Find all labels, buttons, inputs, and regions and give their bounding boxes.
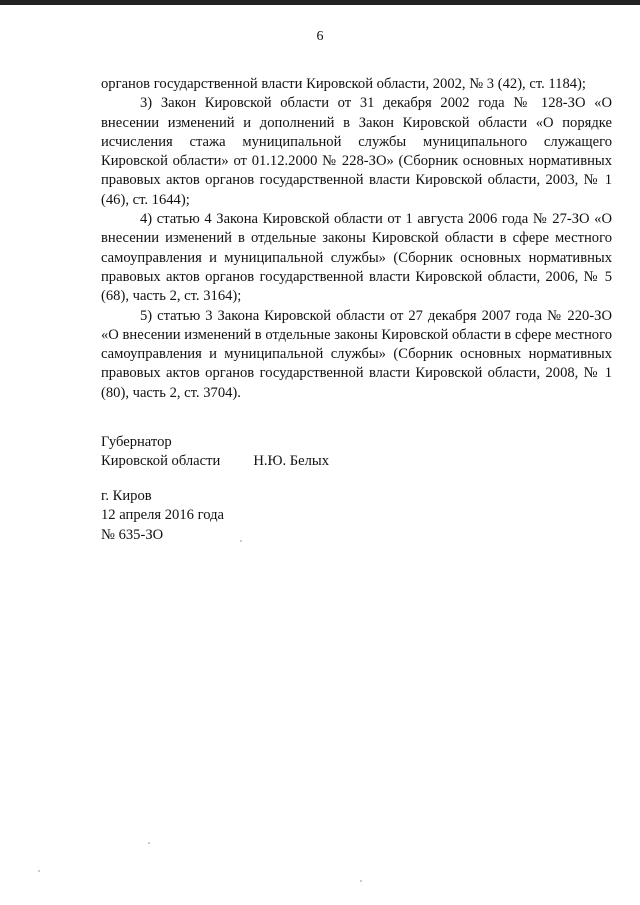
- scan-speck: [240, 540, 242, 542]
- governor-region: Кировской области: [101, 453, 221, 470]
- governor-title: Губернатор: [101, 434, 172, 450]
- scan-speck: [360, 880, 362, 882]
- scan-speck: [38, 870, 40, 872]
- place-date-block: [101, 487, 224, 545]
- scan-top-edge: [0, 0, 640, 5]
- list-item-4: 4) статью 4 Закона Кировской области от 1 августа 2006 года № 27-ЗО «О внесении изменений в отдельные законы Кировской области в сфере местного самоуправления и муниципальной службы» (Сборник основных нормативных правовых актов органов государственной власти Кировской области, 2006, № 5 (68), часть 2, ст. 3164);: [101, 211, 612, 305]
- city: г. Киров: [101, 488, 152, 504]
- governor-name: Н.Ю. Белых: [253, 453, 330, 470]
- law-text-body: [101, 75, 612, 403]
- list-item-3: 3) Закон Кировской области от 31 декабря 2002 года № 128-ЗО «О внесении изменений и дополнений в Закон Кировской области «О порядке исчисления стажа муниципальной службы муниципального служащего Кировской области» от 01.12.2000 № 228-ЗО» (Сборник основных нормативных правовых актов органов государственной власти Кировской области, 2003, № 1 (46), ст. 1644);: [101, 95, 612, 208]
- list-item-5: 5) статью 3 Закона Кировской области от 27 декабря 2007 года № 220-ЗО «О внесении изменений в отдельные законы Кировской области в сфере местного самоуправления и муниципальной службы» (Сборник основных нормативных правовых актов органов государственной власти Кировской области, 2008, № 1 (80), часть 2, ст. 3704).: [101, 307, 612, 401]
- page-number: 6: [316, 29, 324, 44]
- scan-speck: [148, 842, 150, 844]
- governor-signature-block: [101, 433, 329, 472]
- law-number: № 635-ЗО: [101, 526, 164, 543]
- law-date: 12 апреля 2016 года: [101, 507, 224, 524]
- paragraph-continuation: органов государственной власти Кировской области, 2002, № 3 (42), ст. 1184);: [101, 76, 586, 92]
